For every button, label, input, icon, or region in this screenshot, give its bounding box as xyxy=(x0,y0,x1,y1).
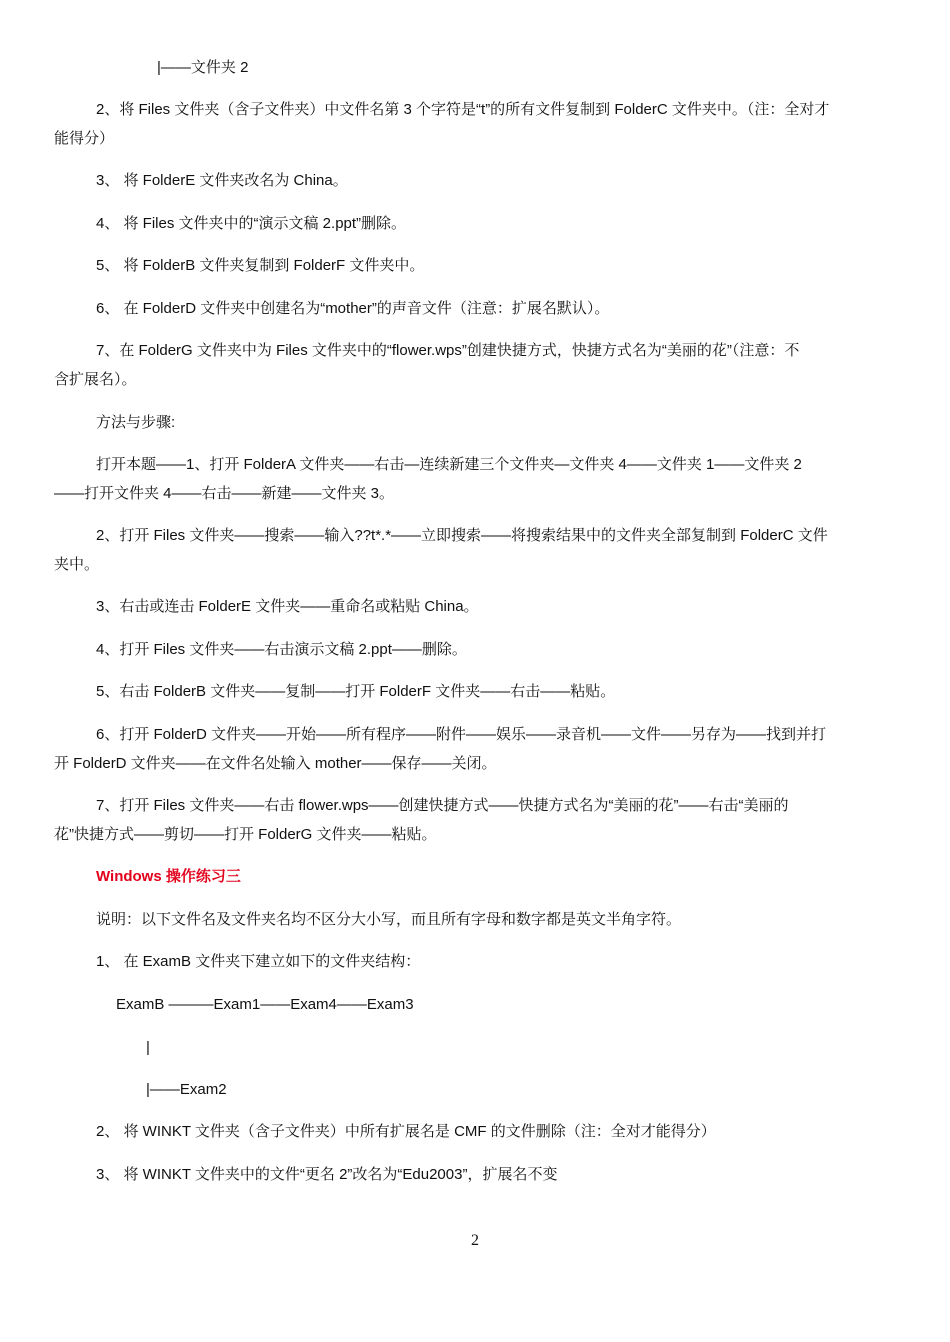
step-2-line-1: 2、打开 Files 文件夹——搜索——输入??t*.*——立即搜索——将搜索结果中的文件夹全部复制到 FolderC 文件 xyxy=(96,527,828,544)
step-4: 4、打开 Files 文件夹——右击演示文稿 2.ppt——删除。 xyxy=(96,641,467,658)
folder-structure-line-2: | xyxy=(146,1039,150,1056)
task-2-line-1: 2、将 Files 文件夹（含子文件夹）中文件名第 3 个字符是“t”的所有文件复制到 FolderC 文件夹中。（注：全对才 xyxy=(96,101,830,118)
folder-structure-line-1: ExamB ———Exam1——Exam4——Exam3 xyxy=(116,996,414,1013)
step-3: 3、右击或连击 FolderE 文件夹——重命名或粘贴 China。 xyxy=(96,598,479,615)
step-2-line-2: 夹中。 xyxy=(54,556,100,573)
folder-tree-line: |——文件夹 2 xyxy=(157,59,249,76)
instructions: 说明：以下文件名及文件夹名均不区分大小写，而且所有字母和数字都是英文半角字符。 xyxy=(96,911,682,928)
step-1-line-1: 打开本题——1、打开 FolderA 文件夹——右击—连续新建三个文件夹—文件夹 4——文件夹 1——文件夹 2 xyxy=(96,456,802,473)
task-4: 4、 将 Files 文件夹中的“演示文稿 2.ppt”删除。 xyxy=(96,215,407,232)
exercise-1: 1、 在 ExamB 文件夹下建立如下的文件夹结构： xyxy=(96,953,421,970)
exercise-2: 2、 将 WINKT 文件夹（含子文件夹）中所有扩展名是 CMF 的文件删除（注：全对才能得分） xyxy=(96,1123,716,1140)
page-number: 2 xyxy=(471,1232,479,1249)
method-heading: 方法与步骤: xyxy=(96,414,176,431)
step-7-line-1: 7、打开 Files 文件夹——右击 flower.wps——创建快捷方式——快捷方式名为“美丽的花”——右击“美丽的 xyxy=(96,797,789,814)
step-1-line-2: ——打开文件夹 4——右击——新建——文件夹 3。 xyxy=(54,485,395,502)
task-3: 3、 将 FolderE 文件夹改名为 China。 xyxy=(96,172,348,189)
step-6-line-1: 6、打开 FolderD 文件夹——开始——所有程序——附件——娱乐——录音机——文件——另存为——找到并打 xyxy=(96,726,827,743)
task-7-line-1: 7、在 FolderG 文件夹中为 Files 文件夹中的“flower.wps”创建快捷方式，快捷方式名为“美丽的花”（注意：不 xyxy=(96,342,800,359)
folder-structure-line-3: |——Exam2 xyxy=(146,1081,227,1098)
step-7-line-2: 花”快捷方式——剪切——打开 FolderG 文件夹——粘贴。 xyxy=(54,826,437,843)
task-7-line-2: 含扩展名）。 xyxy=(54,371,137,388)
step-6-line-2: 开 FolderD 文件夹——在文件名处输入 mother——保存——关闭。 xyxy=(54,755,497,772)
task-2-line-2: 能得分） xyxy=(54,130,115,147)
task-5: 5、 将 FolderB 文件夹复制到 FolderF 文件夹中。 xyxy=(96,257,425,274)
section-heading: Windows 操作练习三 xyxy=(96,868,241,885)
exercise-3: 3、 将 WINKT 文件夹中的文件“更名 2”改名为“Edu2003”，扩展名不变 xyxy=(96,1166,558,1183)
task-6: 6、 在 FolderD 文件夹中创建名为“mother”的声音文件（注意：扩展名默认）。 xyxy=(96,300,610,317)
step-5: 5、右击 FolderB 文件夹——复制——打开 FolderF 文件夹——右击——粘贴。 xyxy=(96,683,616,700)
